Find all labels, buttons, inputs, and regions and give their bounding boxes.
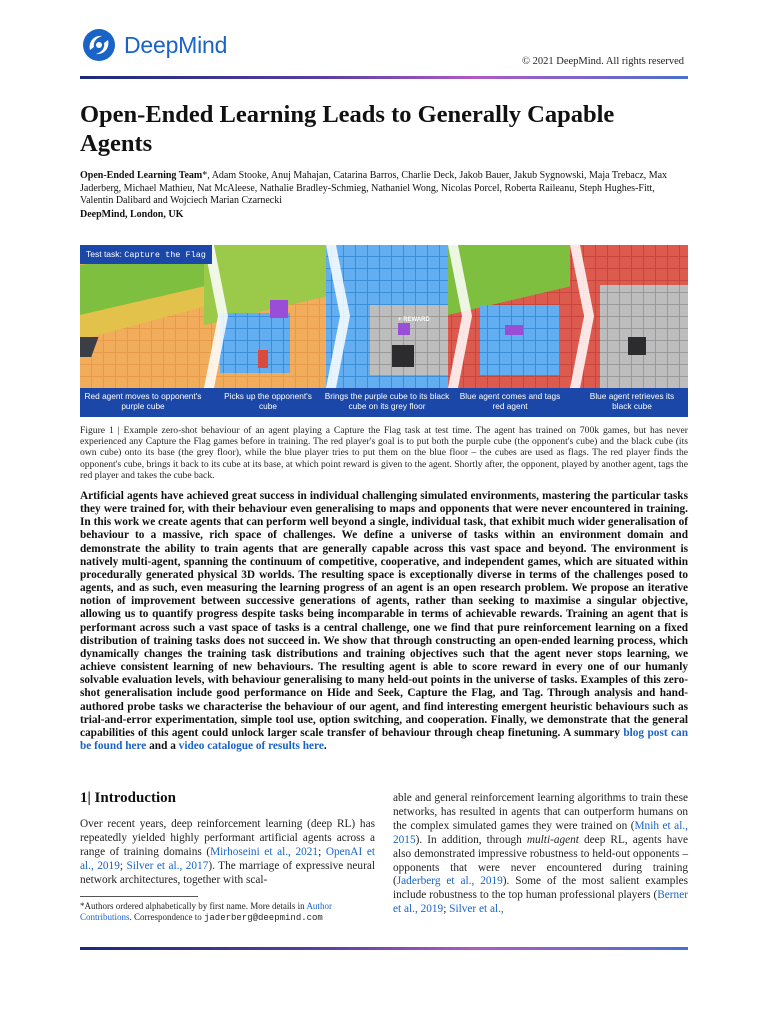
intro-text: ). The marriage of expressive neural network architectures, together with scal-: [80, 859, 375, 886]
copyright-notice: © 2021 DeepMind. All rights reserved: [522, 56, 684, 67]
citation-link[interactable]: Mirhoseini et al., 2021: [210, 845, 319, 858]
citation-link[interactable]: OpenAI et al., 2019: [80, 845, 375, 872]
panel-caption-5: Blue agent retrieves its black cube: [589, 391, 675, 411]
emphasis-text: multi-agent: [526, 833, 579, 846]
abstract: [80, 490, 688, 753]
intro-text: ). In addition, through: [415, 833, 527, 846]
citation-sep: ;: [318, 845, 326, 858]
citation-sep: ;: [119, 859, 127, 872]
deepmind-logo-icon: [80, 28, 118, 62]
footer-rule: [80, 947, 688, 950]
intro-text: deep RL, agents have also demonstrated impressive robustness to held-out opponents – opponents that were never encountered during training (: [393, 833, 688, 888]
intro-right-column: [393, 792, 688, 917]
video-catalogue-link[interactable]: video catalogue of results here: [178, 739, 324, 752]
author-list: [80, 170, 688, 208]
test-task-name: Capture the Flag: [124, 250, 206, 260]
panel-caption-4: Blue agent comes and tags red agent: [459, 391, 561, 411]
citation-link[interactable]: Jaderberg et al., 2019: [396, 875, 503, 888]
citation-link[interactable]: Mnih et al., 2015: [393, 819, 688, 846]
citation-link[interactable]: Silver et al.,: [449, 903, 504, 916]
intro-left-column: [80, 818, 375, 888]
paper-title: Open-Ended Learning Leads to Generally Capable Agents: [80, 101, 615, 157]
footnote-text: *Authors ordered alphabetically by first name. More details in: [80, 901, 307, 911]
correspondence-email[interactable]: jaderberg@deepmind.com: [204, 913, 323, 923]
intro-text: Over recent years, deep reinforcement learning (deep RL) has repeatedly yielded highly performant artificial agents across a range of training domains (: [80, 818, 375, 858]
test-task-label: [80, 245, 212, 264]
affiliation: DeepMind, London, UK: [80, 209, 184, 220]
reward-label: + REWARD: [398, 317, 430, 323]
abstract-connector: and a: [146, 739, 179, 752]
deepmind-logo: [80, 28, 227, 62]
panel-caption-2: Picks up the opponent's cube: [224, 391, 312, 411]
footnote-text: . Correspondence to: [129, 912, 204, 922]
author-names: *, Adam Stooke, Anuj Mahajan, Catarina Barros, Charlie Deck, Jakob Bauer, Jakub Sygnowski, Maja Trebacz, Max Jaderberg, Michael Mathieu, Nat McAleese, Nathalie Bradley-Schmieg, Nathaniel Wong, Nicolas Porcel, Roberta Raileanu, Steph Hughes-Fitt, Valentin Dalibard and Wojciech Marian Czarnecki: [80, 170, 668, 207]
logo-text: DeepMind: [124, 31, 228, 58]
author-lead: Open-Ended Learning Team: [80, 170, 203, 181]
citation-sep: ;: [443, 903, 450, 916]
header-rule: [80, 76, 688, 79]
intro-text: able and general reinforcement learning algorithms to train these networks, has resulted in agents that can outperform humans on the complex simulated games they were trained on (: [393, 792, 688, 832]
intro-text: ). Some of the most salient examples include robustness to the top human professional players (: [393, 875, 688, 902]
blog-post-link[interactable]: blog post can be found here: [80, 726, 688, 752]
abstract-text: Artificial agents have achieved great success in individual challenging simulated environments, mastering the particular tasks they were trained for, with their behaviour even generalising to maps and opponents that were never encountered in training. In this work we create agents that can perform well beyond a single, individual task, that exhibit much wider generalisation of behaviour to a massive, rich space of challenges. We define a universe of tasks within an environment domain and demonstrate the ability to train agents that are generally capable across this vast space and beyond. The environment is natively multi-agent, spanning the continuum of competitive, cooperative, and independent games, which are situated within procedurally generated physical 3D worlds. The resulting space is exceptionally diverse in terms of the challenges posed to agents, and as such, even measuring the learning progress of an agent is an open research problem. We propose an iterative notion of improvement between successive generations of agents, rather than seeking to maximise a singular objective, allowing us to quantify progress despite tasks being incomparable in terms of achievable rewards. Training an agent that is performant across such a vast space of tasks is a central challenge, one we find that pure reinforcement learning on a fixed distribution of training tasks does not succeed in. We show that through constructing an open-ended learning process, which dynamically changes the training task distributions and training objectives such that the agent never stops learning, we achieve consistent learning of new behaviours. The resulting agent is able to score reward in every one of our humanly solvable evaluation levels, with behaviour generalising to many held-out points in the universe of tasks. Examples of this zero-shot generalisation include good performance on Hide and Seek, Capture the Flag, and Tag. Through analysis and hand-authored probe tasks we characterise the behaviour of our agent, and find interesting emergent heuristic behaviours such as trial-and-error experimentation, simple tool use, option switching, and cooperation. Finally, we demonstrate that the general capabilities of this agent could unlock larger scale transfer of behaviour through cheap finetuning. A summary: [80, 490, 688, 739]
figure-caption: Figure 1 | Example zero-shot behaviour of an agent playing a Capture the Flag task at test time. The agent has trained on 700k games, but has never experienced any Capture the Flag games before in training. The red player's goal is to put both the purple cube (the opponent's cube) and the black cube (its own cube) onto its base (the grey floor), while the blue player tries to put them on the blue floor – the cubes are used as flags. The red player finds the opponent's cube, brings it back to its cube at its base, at which point reward is given to the agent. Shortly after, the opponent, played by another agent, tags the red player and takes the cube back.: [80, 425, 688, 481]
citation-link[interactable]: Berner et al., 2019: [393, 889, 688, 916]
panel-caption-3: Brings the purple cube to its black cube on its grey floor: [324, 391, 450, 411]
test-task-prefix: Test task:: [86, 249, 122, 259]
figure-1: [80, 245, 688, 417]
author-contributions-link[interactable]: Author Contributions: [80, 901, 332, 922]
abstract-end: .: [323, 739, 327, 752]
citation-link[interactable]: Silver et al., 2017: [126, 859, 209, 872]
panel-caption-1: Red agent moves to opponent's purple cube: [84, 391, 202, 411]
section-heading-introduction: 1| Introduction: [80, 790, 176, 806]
footnote-rule: [80, 896, 198, 897]
footnote: [80, 901, 375, 924]
